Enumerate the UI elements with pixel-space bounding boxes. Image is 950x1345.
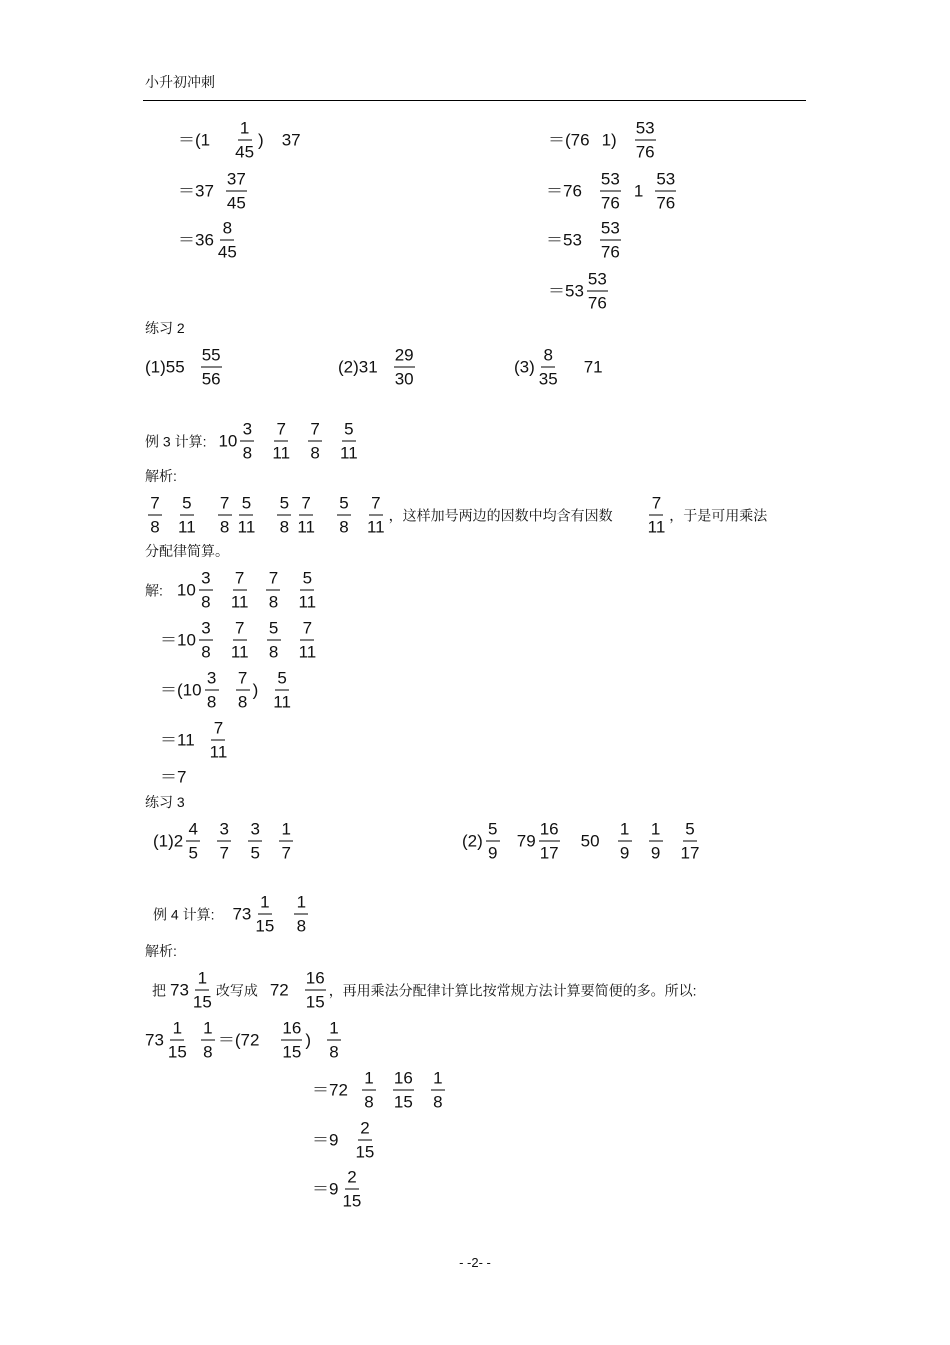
fraction-denominator: 9 (650, 843, 661, 863)
fraction-numerator: 7 (233, 620, 247, 641)
fraction-numerator: 2 (358, 1120, 372, 1141)
fraction-numerator: 1 (170, 1020, 184, 1041)
math-line (145, 495, 767, 536)
fraction-denominator: 76 (600, 193, 620, 213)
text-run: ，再用乘法分配律计算比按常规方法计算要简便的多。所以: (328, 982, 697, 998)
math-token: 10 (218, 431, 238, 451)
fraction (649, 821, 663, 862)
math-line (312, 1169, 365, 1210)
fraction (248, 821, 262, 862)
fraction (199, 620, 213, 661)
math-token: 1 (633, 181, 644, 201)
fraction (600, 220, 621, 261)
fraction-numerator: 5 (486, 821, 500, 842)
fraction (186, 821, 200, 862)
fraction-numerator: 1 (279, 821, 293, 842)
math-line (462, 821, 703, 862)
math-token: ＝(10 (160, 680, 202, 700)
fraction-denominator: 15 (342, 1191, 362, 1211)
fraction (148, 495, 162, 536)
fraction-numerator: 5 (337, 495, 351, 516)
math-line (145, 1020, 344, 1061)
fraction-numerator: 1 (327, 1020, 341, 1041)
text-run: 练习 3 (145, 794, 185, 810)
math-token: ＝7 (160, 767, 187, 787)
math-token: 73 (232, 904, 252, 924)
fraction (217, 821, 231, 862)
fraction-numerator: 5 (275, 670, 289, 691)
fraction-denominator: 11 (237, 517, 256, 537)
fraction-numerator: 16 (305, 970, 326, 991)
fraction (587, 271, 608, 312)
fraction-numerator: 3 (248, 821, 262, 842)
page-header-title: 小升初冲刺 (145, 74, 215, 90)
math-token: ) (258, 130, 264, 150)
math-line (178, 120, 301, 161)
math-line (145, 944, 177, 958)
math-line (145, 421, 362, 462)
fraction (539, 821, 560, 862)
fraction-denominator: 9 (619, 843, 630, 863)
math-token: ＝(76 (548, 130, 590, 150)
math-token: (2) (462, 831, 483, 851)
fraction-denominator: 15 (255, 916, 275, 936)
fraction (209, 720, 229, 761)
page-number: - -2- - (459, 1255, 491, 1270)
math-line (153, 821, 296, 862)
math-line (160, 720, 231, 761)
fraction-numerator: 29 (394, 347, 415, 368)
fraction (341, 1169, 362, 1210)
fraction-numerator: 3 (217, 821, 231, 842)
fraction-denominator: 76 (587, 293, 607, 313)
fraction-numerator: 7 (308, 421, 322, 442)
fraction (267, 620, 281, 661)
math-line (145, 795, 185, 809)
fraction-numerator: 1 (258, 894, 272, 915)
text-run: 练习 2 (145, 320, 185, 336)
fraction-denominator: 45 (217, 242, 237, 262)
math-token: 37 (281, 130, 301, 150)
fraction-numerator: 3 (199, 620, 213, 641)
fraction-numerator: 8 (541, 347, 555, 368)
fraction-denominator: 11 (366, 517, 385, 537)
fraction-numerator: 7 (299, 495, 313, 516)
fraction-numerator: 5 (277, 495, 291, 516)
fraction-denominator: 15 (355, 1142, 375, 1162)
fraction-denominator: 9 (488, 843, 498, 863)
fraction-numerator: 7 (236, 670, 250, 691)
fraction (237, 495, 257, 536)
math-token: ) (305, 1030, 312, 1050)
fraction-denominator: 15 (167, 1042, 187, 1062)
fraction-denominator: 8 (219, 517, 230, 537)
fraction (226, 171, 247, 212)
fraction-denominator: 8 (364, 1092, 374, 1112)
math-token: 73 (145, 1030, 164, 1050)
fraction (327, 1020, 341, 1061)
fraction (339, 421, 359, 462)
fraction-numerator: 3 (240, 421, 254, 442)
fraction-numerator: 7 (369, 495, 383, 516)
math-token: ＝(72 (217, 1030, 260, 1050)
fraction-denominator: 5 (188, 843, 198, 863)
fraction-numerator: 53 (655, 171, 676, 192)
fraction-denominator: 15 (305, 992, 325, 1012)
fraction-numerator: 7 (649, 495, 663, 516)
math-token: 72 (269, 980, 289, 1000)
fraction-numerator: 5 (300, 570, 314, 591)
fraction (296, 495, 316, 536)
fraction (217, 220, 238, 261)
fraction (230, 570, 250, 611)
text-run: 例 3 计算: (145, 433, 207, 449)
text-run: 分配律简算。 (145, 543, 229, 559)
fraction-denominator: 8 (268, 592, 279, 612)
fraction-numerator: 55 (201, 347, 222, 368)
math-line (145, 469, 177, 483)
fraction-numerator: 37 (226, 171, 247, 192)
math-token: ＝9 (312, 1179, 339, 1199)
math-line (546, 171, 679, 212)
math-line (338, 347, 418, 388)
fraction (297, 570, 317, 611)
fraction-numerator: 1 (618, 821, 632, 842)
fraction-denominator: 76 (635, 142, 655, 162)
fraction-numerator: 2 (345, 1169, 359, 1190)
fraction (201, 1020, 215, 1061)
fraction (680, 821, 701, 862)
fraction-denominator: 8 (279, 517, 290, 537)
math-token: 1) (601, 130, 617, 150)
fraction-denominator: 11 (340, 443, 358, 463)
fraction-denominator: 8 (242, 443, 253, 463)
fraction-numerator: 7 (300, 620, 314, 641)
math-line (546, 220, 624, 261)
math-token: ＝53 (546, 230, 582, 250)
fraction-denominator: 45 (226, 193, 246, 213)
fraction-numerator: 1 (431, 1070, 445, 1091)
fraction (177, 495, 197, 536)
fraction-denominator: 15 (393, 1092, 413, 1112)
fraction-denominator: 8 (237, 692, 248, 712)
math-line (514, 347, 603, 388)
math-token: ＝37 (178, 181, 214, 201)
fraction-denominator: 8 (296, 916, 307, 936)
fraction-numerator: 8 (220, 220, 234, 241)
fraction-denominator: 11 (178, 517, 196, 537)
fraction (538, 347, 559, 388)
fraction-numerator: 3 (199, 570, 213, 591)
fraction (600, 171, 621, 212)
math-token: ＝11 (160, 730, 195, 750)
math-token: 79 (516, 831, 536, 851)
fraction-numerator: 7 (274, 421, 288, 442)
fraction (279, 821, 293, 862)
fraction-denominator: 8 (310, 443, 320, 463)
fraction-denominator: 8 (201, 642, 211, 662)
fraction-numerator: 16 (393, 1070, 414, 1091)
fraction (271, 421, 291, 462)
math-line (145, 347, 225, 388)
fraction-denominator: 11 (297, 517, 315, 537)
fraction (240, 421, 254, 462)
math-line (178, 171, 250, 212)
fraction-denominator: 17 (680, 843, 700, 863)
fraction (281, 1020, 302, 1061)
text-run: 解: (145, 582, 163, 598)
math-line (548, 271, 611, 312)
fraction-denominator: 11 (298, 642, 317, 662)
fraction (354, 1120, 375, 1161)
fraction-numerator: 1 (294, 894, 308, 915)
math-line (152, 970, 697, 1011)
fraction-denominator: 11 (298, 592, 317, 612)
fraction-denominator: 8 (203, 1042, 213, 1062)
math-token: ＝36 (178, 230, 214, 250)
fraction-numerator: 1 (649, 821, 663, 842)
math-token: (1)55 (145, 357, 185, 377)
fraction (277, 495, 291, 536)
fraction (618, 821, 632, 862)
fraction-denominator: 15 (192, 992, 212, 1012)
fraction-numerator: 5 (342, 421, 356, 442)
fraction-denominator: 8 (339, 517, 349, 537)
fraction-denominator: 11 (647, 517, 666, 537)
fraction-denominator: 8 (206, 692, 217, 712)
math-token: ＝53 (548, 281, 584, 301)
fraction-numerator: 1 (201, 1020, 215, 1041)
fraction (254, 894, 275, 935)
fraction (167, 1020, 188, 1061)
fraction-numerator: 53 (600, 220, 621, 241)
fraction (230, 620, 250, 661)
fraction-numerator: 3 (205, 670, 219, 691)
text-run: 改写成 (215, 982, 258, 998)
math-token: ＝(1 (178, 130, 211, 150)
text-run: ，于是可用乘法 (669, 507, 768, 523)
fraction-numerator: 1 (195, 970, 209, 991)
math-token: (1)2 (153, 831, 184, 851)
math-token: (3) (514, 357, 535, 377)
math-line (145, 544, 229, 558)
fraction-numerator: 53 (600, 171, 621, 192)
fraction-numerator: 1 (362, 1070, 376, 1091)
fraction-denominator: 7 (281, 843, 291, 863)
math-token: ＝72 (312, 1080, 348, 1100)
fraction-denominator: 76 (656, 193, 676, 213)
math-token: 71 (583, 357, 603, 377)
math-line (178, 220, 241, 261)
math-line (160, 769, 186, 786)
math-token: ＝76 (546, 181, 582, 201)
fraction-denominator: 35 (538, 369, 558, 389)
fraction (205, 670, 219, 711)
fraction-numerator: 7 (266, 570, 280, 591)
fraction (236, 670, 250, 711)
fraction (199, 570, 213, 611)
text-run: 解析: (145, 943, 177, 959)
math-line (160, 670, 295, 711)
fraction (393, 1070, 414, 1111)
fraction-numerator: 4 (186, 821, 200, 842)
fraction (394, 347, 415, 388)
fraction (337, 495, 351, 536)
fraction-numerator: 7 (218, 495, 232, 516)
fraction-numerator: 16 (281, 1020, 302, 1041)
fraction-numerator: 5 (239, 495, 253, 516)
fraction-numerator: 5 (180, 495, 194, 516)
math-token: 10 (176, 580, 196, 600)
fraction-denominator: 56 (201, 369, 221, 389)
math-token: ＝10 (160, 630, 196, 650)
fraction (305, 970, 326, 1011)
text-run: 例 4 计算: (153, 906, 215, 922)
fraction-denominator: 8 (329, 1042, 339, 1062)
math-line (312, 1120, 378, 1161)
fraction (294, 894, 308, 935)
fraction-numerator: 5 (683, 821, 697, 842)
fraction-numerator: 7 (233, 570, 247, 591)
fraction-denominator: 8 (150, 517, 160, 537)
fraction-denominator: 11 (273, 692, 291, 712)
text-run: 解析: (145, 468, 177, 484)
fraction-denominator: 11 (209, 742, 228, 762)
math-line (153, 894, 311, 935)
math-token: 50 (580, 831, 600, 851)
fraction (431, 1070, 445, 1111)
fraction-denominator: 7 (219, 843, 229, 863)
fraction-denominator: 76 (600, 242, 620, 262)
math-token: (2)31 (338, 357, 378, 377)
fraction-denominator: 11 (230, 592, 249, 612)
fraction (266, 570, 280, 611)
fraction (298, 620, 318, 661)
fraction-denominator: 8 (201, 592, 211, 612)
fraction (272, 670, 292, 711)
math-line (548, 120, 659, 161)
fraction-numerator: 7 (148, 495, 162, 516)
fraction (655, 171, 676, 212)
fraction (192, 970, 213, 1011)
fraction-denominator: 30 (394, 369, 414, 389)
fraction-denominator: 8 (268, 642, 279, 662)
fraction (201, 347, 222, 388)
fraction-denominator: 11 (230, 642, 249, 662)
fraction-numerator: 7 (211, 720, 225, 741)
text-run: 把 (152, 982, 166, 998)
fraction-numerator: 1 (238, 120, 252, 141)
text-run: ，这样加号两边的因数中均含有因数 (388, 507, 613, 523)
fraction (218, 495, 232, 536)
math-line (145, 321, 185, 335)
math-line (145, 570, 320, 611)
fraction (366, 495, 386, 536)
fraction-denominator: 11 (272, 443, 291, 463)
fraction-numerator: 16 (539, 821, 560, 842)
fraction-numerator: 53 (587, 271, 608, 292)
fraction (308, 421, 322, 462)
math-line (312, 1070, 448, 1111)
header-divider (143, 100, 806, 101)
fraction (362, 1070, 376, 1111)
fraction-numerator: 5 (267, 620, 281, 641)
fraction-denominator: 45 (235, 142, 255, 162)
fraction-denominator: 5 (250, 843, 260, 863)
fraction (635, 120, 656, 161)
fraction-denominator: 15 (282, 1042, 302, 1062)
fraction (234, 120, 255, 161)
fraction (486, 821, 500, 862)
math-token: 73 (170, 980, 189, 1000)
fraction-numerator: 53 (635, 120, 656, 141)
math-line (160, 620, 320, 661)
fraction (647, 495, 667, 536)
math-token: ) (252, 680, 259, 700)
math-token: ＝9 (312, 1130, 339, 1150)
fraction-denominator: 8 (433, 1092, 443, 1112)
fraction-denominator: 17 (539, 843, 559, 863)
